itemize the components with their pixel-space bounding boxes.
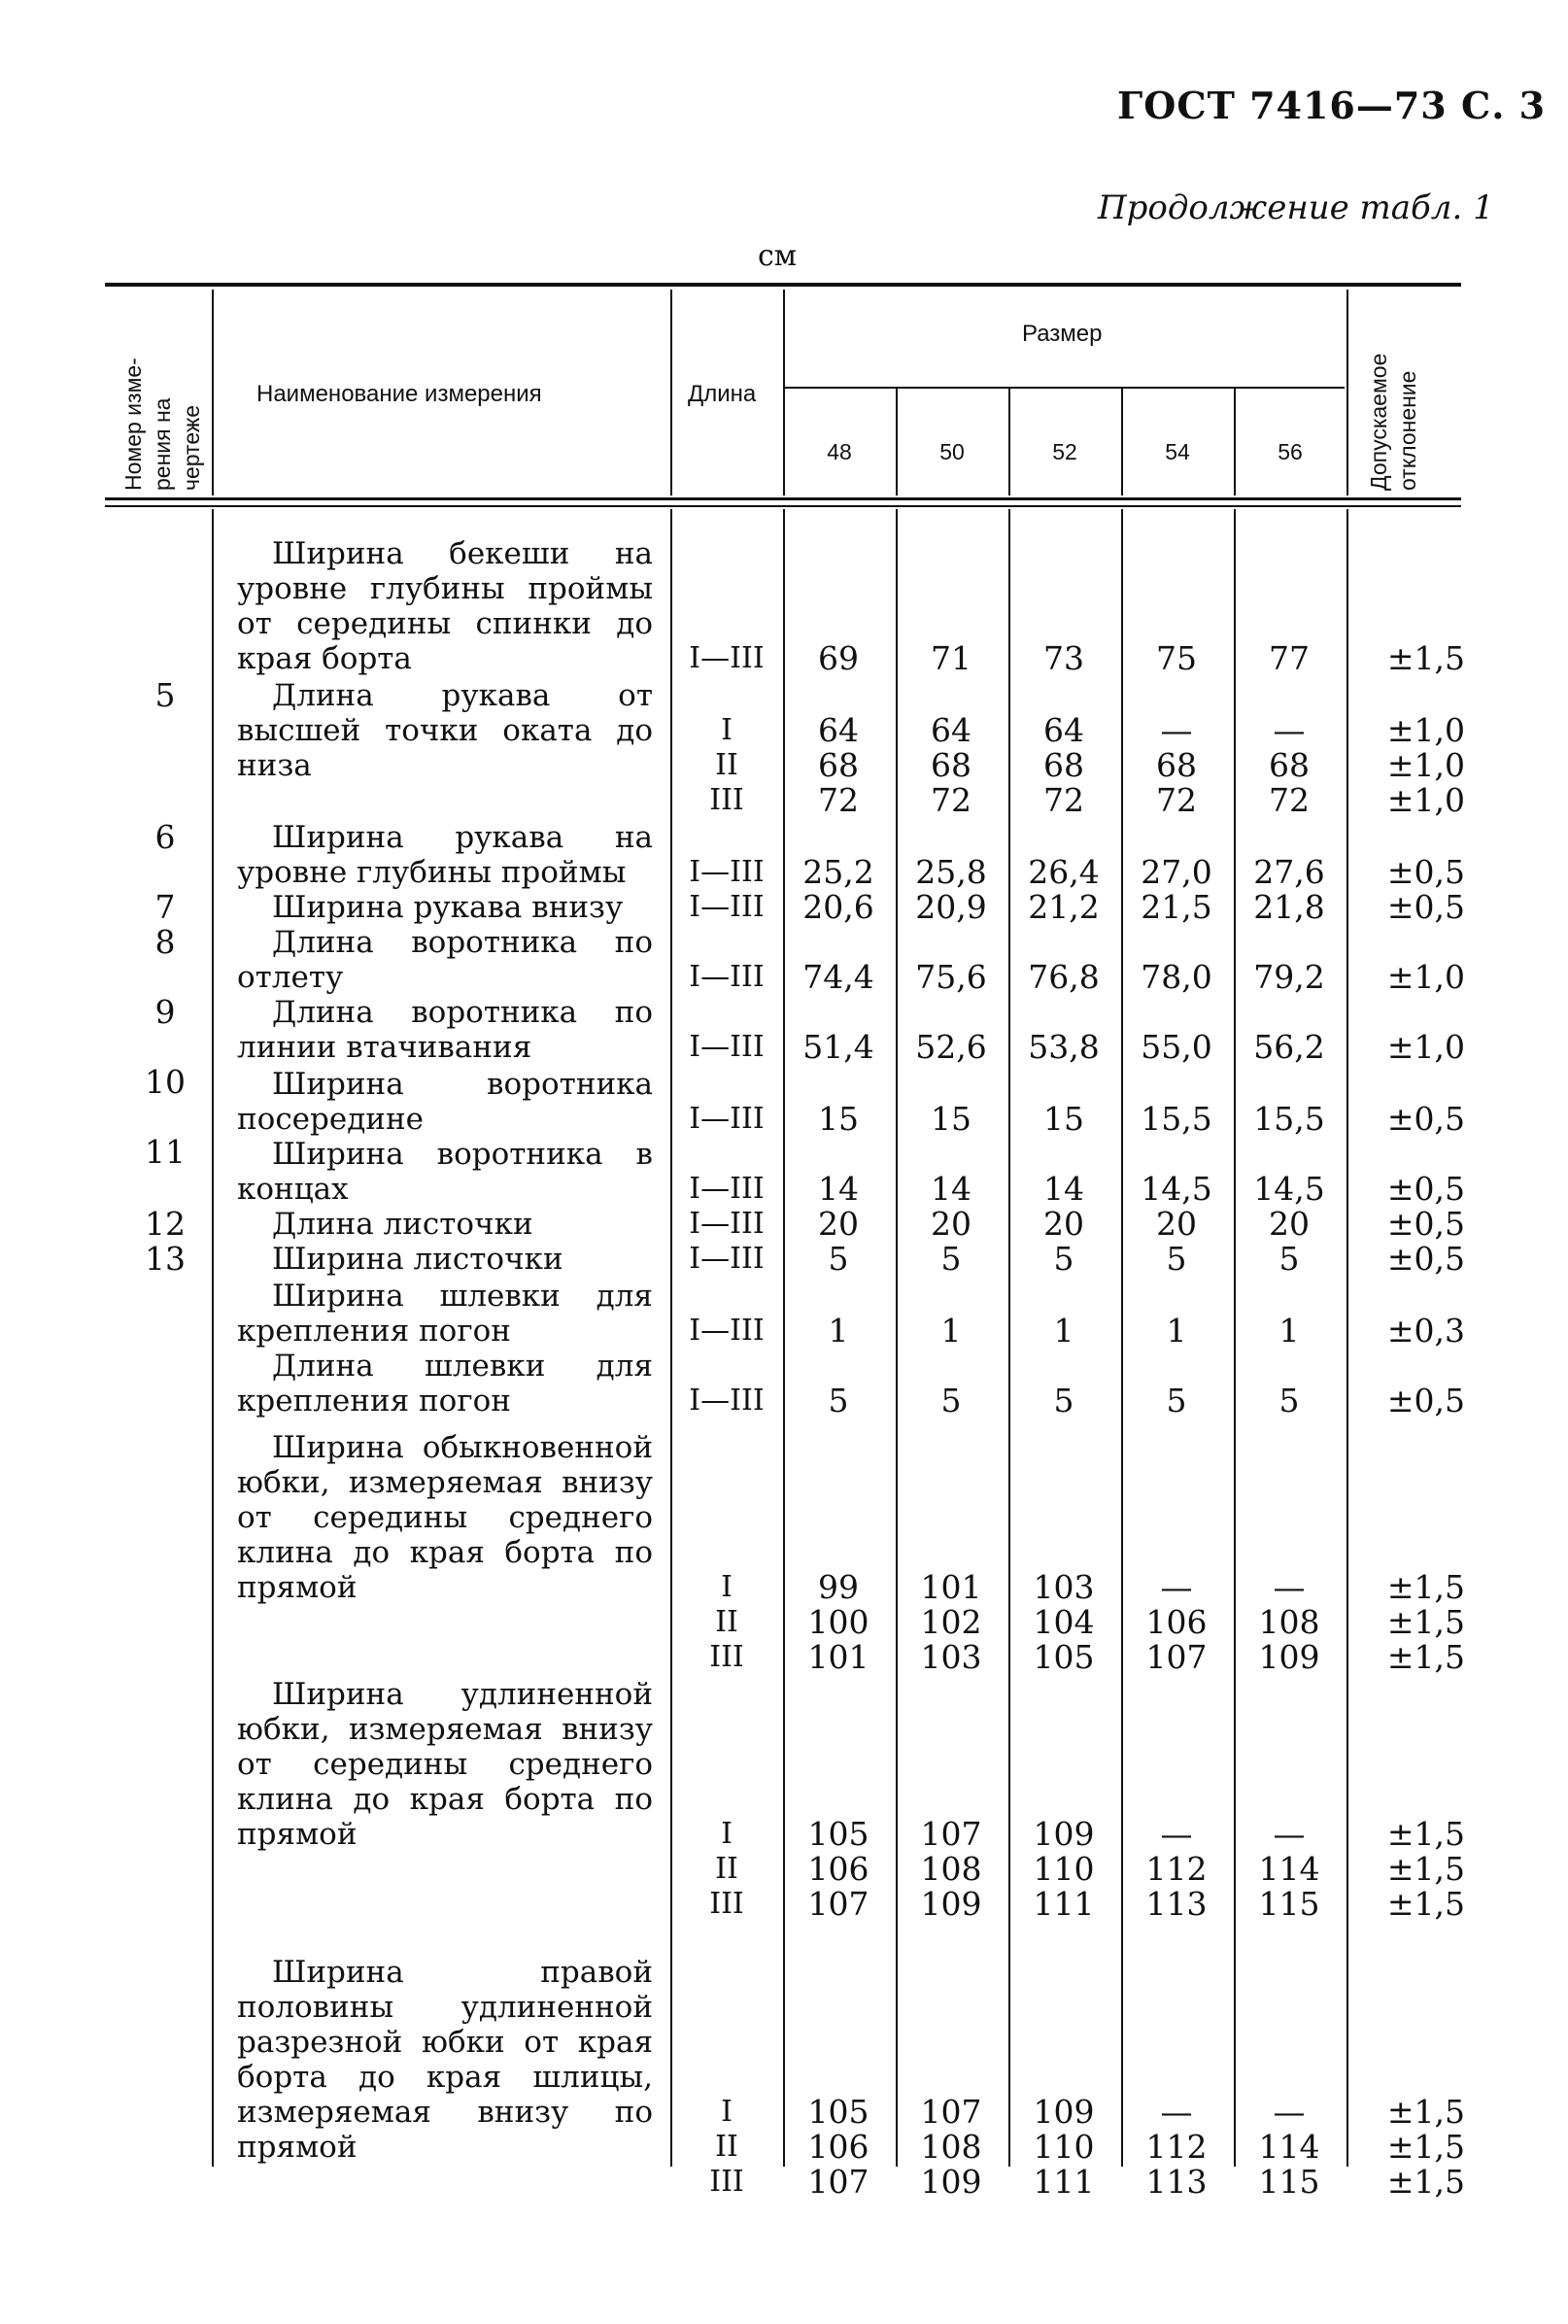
- tolerance-value: ±1,5: [1386, 1603, 1465, 1641]
- measurement-name-text: Ширина шлевки для крепления погон: [237, 1279, 653, 1349]
- length-group: I: [721, 713, 733, 747]
- body-divider: [896, 509, 898, 2167]
- size-value: 14,5: [1141, 1170, 1212, 1208]
- size-value: 108: [1258, 1603, 1320, 1641]
- size-value: 15: [818, 1100, 859, 1138]
- measurement-name-text: Длина воротника по отлету: [237, 925, 653, 995]
- length-group: I—III: [689, 890, 765, 924]
- header-divider: [783, 290, 785, 496]
- length-group: II: [715, 1605, 738, 1639]
- size-group-rule: [785, 387, 1345, 389]
- size-value: 108: [920, 2128, 982, 2166]
- size-value: 114: [1258, 1850, 1320, 1888]
- header-divider: [212, 290, 214, 496]
- tolerance-value: ±1,5: [1386, 2128, 1465, 2166]
- size-value: 76,8: [1028, 958, 1100, 996]
- size-value: 72: [931, 781, 971, 819]
- size-value: 15: [1043, 1100, 1084, 1138]
- size-value: 5: [940, 1240, 962, 1278]
- size-value: 68: [1269, 746, 1310, 784]
- size-value: 5: [940, 1382, 962, 1419]
- measurement-name: [237, 1430, 653, 1605]
- size-value: 111: [1033, 1885, 1095, 1923]
- size-value: 106: [1145, 1603, 1208, 1641]
- length-group: I—III: [689, 1102, 765, 1136]
- header-divider: [896, 389, 898, 496]
- header-divider: [1346, 290, 1348, 496]
- size-value: 1: [1166, 1312, 1187, 1350]
- size-value: 1: [940, 1312, 962, 1350]
- measurement-number: 10: [145, 1063, 186, 1101]
- tolerance-value: ±1,5: [1386, 2093, 1465, 2131]
- tolerance-value: ±1,5: [1386, 1638, 1465, 1676]
- size-value: 20: [1043, 1205, 1084, 1243]
- table-top-rule: [105, 283, 1461, 287]
- unit-label: см: [758, 239, 798, 273]
- size-value: 109: [1033, 1815, 1095, 1853]
- size-value: 115: [1258, 2163, 1320, 2201]
- size-value: 78,0: [1141, 958, 1212, 996]
- size-value: 64: [931, 711, 971, 749]
- measurement-name: [237, 1349, 653, 1418]
- size-value: 101: [920, 1568, 982, 1606]
- size-value: 5: [1053, 1382, 1074, 1419]
- body-divider: [1008, 509, 1010, 2167]
- tolerance-value: ±1,5: [1386, 1850, 1465, 1888]
- size-value: 115: [1258, 1885, 1320, 1923]
- column-header-number: Номер изме- рения на чертеже: [120, 358, 204, 491]
- size-value: 114: [1258, 2128, 1320, 2166]
- tolerance-value: ±0,5: [1386, 1100, 1465, 1138]
- measurement-name-text: Ширина рукава на уровне глубины проймы: [237, 820, 653, 890]
- size-value: 72: [818, 781, 859, 819]
- size-value: —: [1160, 1815, 1193, 1853]
- tolerance-value: ±0,3: [1386, 1312, 1465, 1350]
- size-value: 21,5: [1141, 888, 1212, 926]
- measurement-number: 8: [154, 923, 176, 961]
- tolerance-value: ±1,0: [1386, 781, 1465, 819]
- body-divider: [1121, 509, 1123, 2167]
- length-group: II: [715, 1852, 738, 1886]
- column-header-length: Длина: [688, 381, 757, 407]
- size-value: 14,5: [1253, 1170, 1325, 1208]
- measurement-name: [237, 1242, 653, 1277]
- measurement-name-text: Ширина листочки: [272, 1242, 563, 1277]
- measurement-name: [237, 820, 653, 890]
- tolerance-value: ±0,5: [1386, 853, 1465, 891]
- size-value: 68: [1156, 746, 1197, 784]
- size-value: 27,0: [1141, 853, 1212, 891]
- size-value: 51,4: [802, 1028, 874, 1066]
- tolerance-value: ±1,5: [1386, 639, 1465, 677]
- tolerance-value: ±1,0: [1386, 746, 1465, 784]
- size-value: 26,4: [1028, 853, 1100, 891]
- size-value: 79,2: [1253, 958, 1325, 996]
- size-value: —: [1273, 2093, 1306, 2131]
- measurement-name-text: Ширина удлиненной юбки, измеряемая внизу от середины среднего клина до края борта по прямой: [237, 1677, 653, 1852]
- length-group: I: [721, 2095, 733, 2129]
- measurement-name: [237, 925, 653, 995]
- size-value: 104: [1033, 1603, 1095, 1641]
- size-value: 107: [807, 1885, 869, 1923]
- length-group: I—III: [689, 960, 765, 994]
- size-value: 15,5: [1253, 1100, 1325, 1138]
- measurement-name: [237, 1279, 653, 1349]
- size-value: 110: [1033, 1850, 1095, 1888]
- measurement-name: [237, 1067, 653, 1137]
- tolerance-value: ±1,0: [1386, 1028, 1465, 1066]
- size-value: 99: [818, 1568, 859, 1606]
- measurement-number: 13: [145, 1240, 186, 1278]
- tolerance-value: ±1,5: [1386, 1815, 1465, 1853]
- size-value: 68: [1043, 746, 1084, 784]
- size-value: 52,6: [915, 1028, 987, 1066]
- header-bottom-rule-2: [105, 505, 1461, 507]
- size-value: 25,2: [802, 853, 874, 891]
- body-divider: [1234, 509, 1236, 2167]
- length-group: I—III: [689, 1207, 765, 1241]
- size-value: 112: [1145, 2128, 1208, 2166]
- measurement-name-text: Длина воротника по линии втачивания: [237, 995, 653, 1065]
- size-value: 15,5: [1141, 1100, 1212, 1138]
- size-value: 109: [920, 2163, 982, 2201]
- size-value: 77: [1269, 639, 1310, 677]
- size-value: 107: [920, 1815, 982, 1853]
- size-value: 75,6: [915, 958, 987, 996]
- size-value: 5: [1278, 1382, 1300, 1419]
- size-value: 72: [1269, 781, 1310, 819]
- size-value: 113: [1145, 1885, 1208, 1923]
- header-divider: [1008, 389, 1010, 496]
- size-value: 15: [931, 1100, 971, 1138]
- size-value: 5: [1166, 1240, 1187, 1278]
- body-divider: [212, 509, 214, 2167]
- column-header-size-group: Размер: [1022, 321, 1103, 347]
- size-value: 64: [818, 711, 859, 749]
- size-header: 48: [827, 439, 852, 464]
- size-value: 14: [1043, 1170, 1084, 1208]
- measurement-name-text: Ширина рукава внизу: [272, 890, 624, 925]
- size-value: 103: [920, 1638, 982, 1676]
- size-value: 5: [828, 1240, 849, 1278]
- tolerance-value: ±1,0: [1386, 711, 1465, 749]
- tolerance-value: ±1,5: [1386, 1568, 1465, 1606]
- header-divider: [1234, 389, 1236, 496]
- size-value: 55,0: [1141, 1028, 1212, 1066]
- size-value: 71: [931, 639, 971, 677]
- measurement-number: 6: [154, 818, 176, 856]
- size-value: 68: [931, 746, 971, 784]
- size-value: 73: [1043, 639, 1084, 677]
- size-value: 20: [931, 1205, 971, 1243]
- size-value: 21,8: [1253, 888, 1325, 926]
- size-value: 105: [807, 2093, 869, 2131]
- document-header-title: ГОСТ 7416—73 С. 3: [1117, 84, 1547, 127]
- size-value: 75: [1156, 639, 1197, 677]
- measurement-name: [237, 1677, 653, 1852]
- size-value: 108: [920, 1850, 982, 1888]
- measurement-name: [237, 678, 653, 783]
- size-value: 109: [920, 1885, 982, 1923]
- length-group: I—III: [689, 855, 765, 889]
- measurement-name: [237, 1137, 653, 1207]
- measurement-number: 7: [154, 888, 176, 926]
- size-value: 1: [1278, 1312, 1300, 1350]
- size-value: 1: [1053, 1312, 1074, 1350]
- size-value: 20: [1269, 1205, 1310, 1243]
- size-value: 5: [1278, 1240, 1300, 1278]
- header-divider: [670, 290, 672, 496]
- size-value: 110: [1033, 2128, 1095, 2166]
- tolerance-value: ±1,5: [1386, 1885, 1465, 1923]
- size-value: 112: [1145, 1850, 1208, 1888]
- size-value: 102: [920, 1603, 982, 1641]
- length-group: I—III: [689, 641, 765, 675]
- tolerance-value: ±0,5: [1386, 888, 1465, 926]
- length-group: I—III: [689, 1172, 765, 1206]
- size-value: 72: [1043, 781, 1084, 819]
- size-value: 74,4: [802, 958, 874, 996]
- body-divider: [783, 509, 785, 2167]
- size-value: 14: [931, 1170, 971, 1208]
- size-value: —: [1273, 1568, 1306, 1606]
- length-group: II: [715, 2130, 738, 2164]
- length-group: III: [709, 1640, 744, 1674]
- size-value: 109: [1033, 2093, 1095, 2131]
- size-value: 106: [807, 2128, 869, 2166]
- size-value: 103: [1033, 1568, 1095, 1606]
- size-value: 107: [920, 2093, 982, 2131]
- length-group: I—III: [689, 1030, 765, 1064]
- size-value: 27,6: [1253, 853, 1325, 891]
- table-continuation-label: Продолжение табл. 1: [1098, 188, 1494, 227]
- size-value: 5: [1053, 1240, 1074, 1278]
- measurement-name-text: Ширина обыкновенной юбки, измеряемая внизу от середины среднего клина до края борта по прямой: [237, 1430, 653, 1605]
- measurement-number: 11: [145, 1133, 186, 1171]
- size-value: 20: [818, 1205, 859, 1243]
- tolerance-value: ±0,5: [1386, 1382, 1465, 1419]
- length-group: I—III: [689, 1314, 765, 1348]
- measurement-name: [237, 536, 653, 676]
- size-value: 14: [818, 1170, 859, 1208]
- size-value: 64: [1043, 711, 1084, 749]
- measurement-name: [237, 1207, 653, 1242]
- size-header: 52: [1052, 439, 1077, 464]
- size-value: —: [1273, 1815, 1306, 1853]
- size-value: 105: [1033, 1638, 1095, 1676]
- tolerance-value: ±0,5: [1386, 1205, 1465, 1243]
- measurement-name-text: Длина рукава от высшей точки оката до низа: [237, 678, 653, 783]
- length-group: I: [721, 1570, 733, 1604]
- column-header-name: Наименование измерения: [256, 381, 542, 407]
- measurement-number: 9: [154, 993, 176, 1031]
- length-group: I—III: [689, 1242, 765, 1276]
- length-group: II: [715, 748, 738, 782]
- measurement-name: [237, 890, 653, 925]
- size-value: 5: [1166, 1382, 1187, 1419]
- size-value: 53,8: [1028, 1028, 1100, 1066]
- measurement-name-text: Длина листочки: [272, 1207, 533, 1242]
- measurement-name-text: Ширина воротника в концах: [237, 1137, 653, 1207]
- size-value: 100: [807, 1603, 869, 1641]
- size-value: 21,2: [1028, 888, 1100, 926]
- size-value: 5: [828, 1382, 849, 1419]
- measurement-name-text: Длина шлевки для крепления погон: [237, 1349, 653, 1418]
- tolerance-value: ±1,5: [1386, 2163, 1465, 2201]
- header-bottom-rule-1: [105, 497, 1461, 500]
- measurement-number: 5: [154, 676, 176, 714]
- size-value: 1: [828, 1312, 849, 1350]
- length-group: I—III: [689, 1384, 765, 1418]
- size-value: 56,2: [1253, 1028, 1325, 1066]
- size-header: 54: [1165, 439, 1190, 464]
- size-value: —: [1160, 1568, 1193, 1606]
- size-value: 68: [818, 746, 859, 784]
- length-group: III: [709, 2165, 744, 2199]
- header-divider: [1121, 389, 1123, 496]
- size-value: 20: [1156, 1205, 1197, 1243]
- size-header: 56: [1278, 439, 1303, 464]
- size-value: 113: [1145, 2163, 1208, 2201]
- length-group: III: [709, 1887, 744, 1921]
- length-group: I: [721, 1817, 733, 1851]
- size-value: 106: [807, 1850, 869, 1888]
- length-group: III: [709, 783, 744, 817]
- size-value: 72: [1156, 781, 1197, 819]
- tolerance-value: ±0,5: [1386, 1170, 1465, 1208]
- size-value: 107: [807, 2163, 869, 2201]
- size-value: —: [1160, 711, 1193, 749]
- size-value: 109: [1258, 1638, 1320, 1676]
- size-value: 69: [818, 639, 859, 677]
- size-header: 50: [939, 439, 965, 464]
- column-header-tolerance: Допускаемое отклонение: [1366, 353, 1420, 491]
- size-value: 20,6: [802, 888, 874, 926]
- tolerance-value: ±1,0: [1386, 958, 1465, 996]
- measurement-number: 12: [145, 1205, 186, 1243]
- size-value: —: [1273, 711, 1306, 749]
- measurement-name: [237, 1955, 653, 2165]
- size-value: 20,9: [915, 888, 987, 926]
- size-value: 101: [807, 1638, 869, 1676]
- size-value: 105: [807, 1815, 869, 1853]
- measurement-name: [237, 995, 653, 1065]
- size-value: 25,8: [915, 853, 987, 891]
- measurement-name-text: Ширина правой половины удлиненной разрезной юбки от края борта до края шлицы, измеряемая внизу по прямой: [237, 1955, 653, 2165]
- size-value: —: [1160, 2093, 1193, 2131]
- size-value: 111: [1033, 2163, 1095, 2201]
- tolerance-value: ±0,5: [1386, 1240, 1465, 1278]
- measurement-name-text: Ширина воротника посередине: [237, 1067, 653, 1137]
- body-divider: [1346, 509, 1348, 2167]
- measurement-name-text: Ширина бекеши на уровне глубины проймы от середины спинки до края борта: [237, 536, 653, 676]
- size-value: 107: [1145, 1638, 1208, 1676]
